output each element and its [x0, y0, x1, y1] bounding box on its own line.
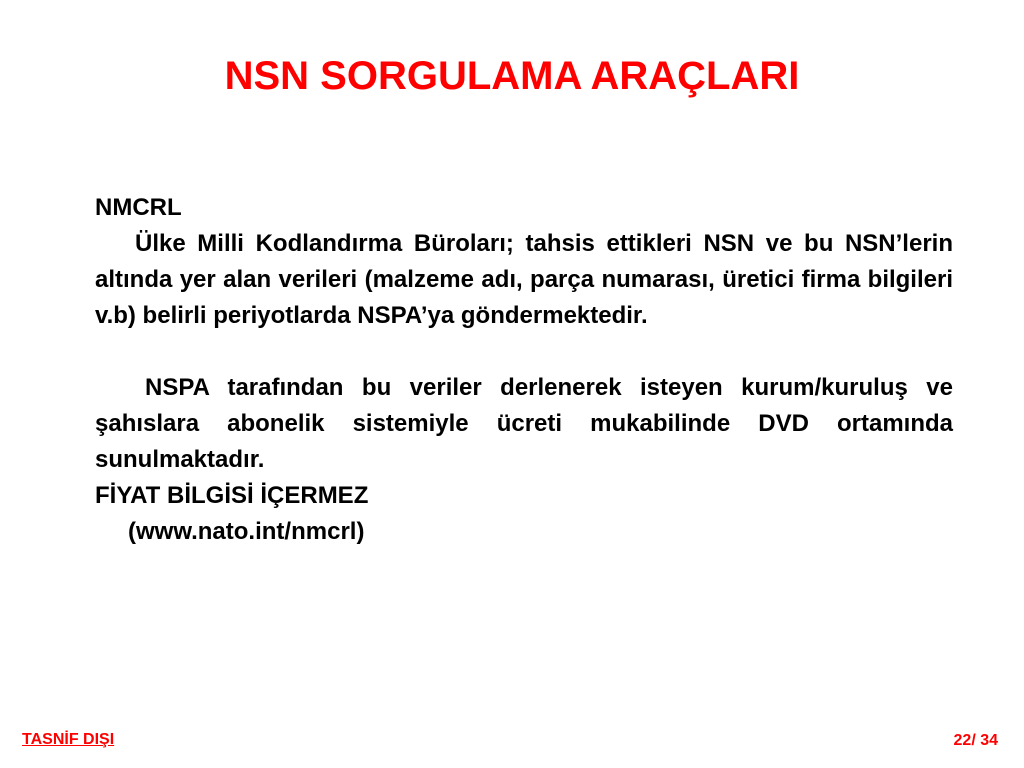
paragraph-spacer — [95, 334, 953, 370]
classification-label: TASNİF DIŞI — [22, 731, 115, 748]
paragraph-1: Ülke Milli Kodlandırma Büroları; tahsis ettikleri NSN ve bu NSN’lerin altında yer alan verileri (malzeme adı, parça numarası, üretici firma bilgileri v.b) belirli periyotlarda NSPA’ya göndermektedir. — [95, 230, 953, 329]
section-heading: NMCRL — [95, 194, 182, 221]
website-link: (www.nato.int/nmcrl) — [128, 518, 365, 545]
slide-content — [95, 190, 953, 550]
slide-title: NSN SORGULAMA ARAÇLARI — [224, 54, 800, 98]
page-number: 22/ 34 — [953, 732, 998, 749]
paragraph-2: NSPA tarafından bu veriler derlenerek isteyen kurum/kuruluş ve şahıslara abonelik sistemiyle ücreti mukabilinde DVD ortamında sunulmaktadır. — [95, 374, 953, 473]
price-note: FİYAT BİLGİSİ İÇERMEZ — [95, 482, 369, 509]
